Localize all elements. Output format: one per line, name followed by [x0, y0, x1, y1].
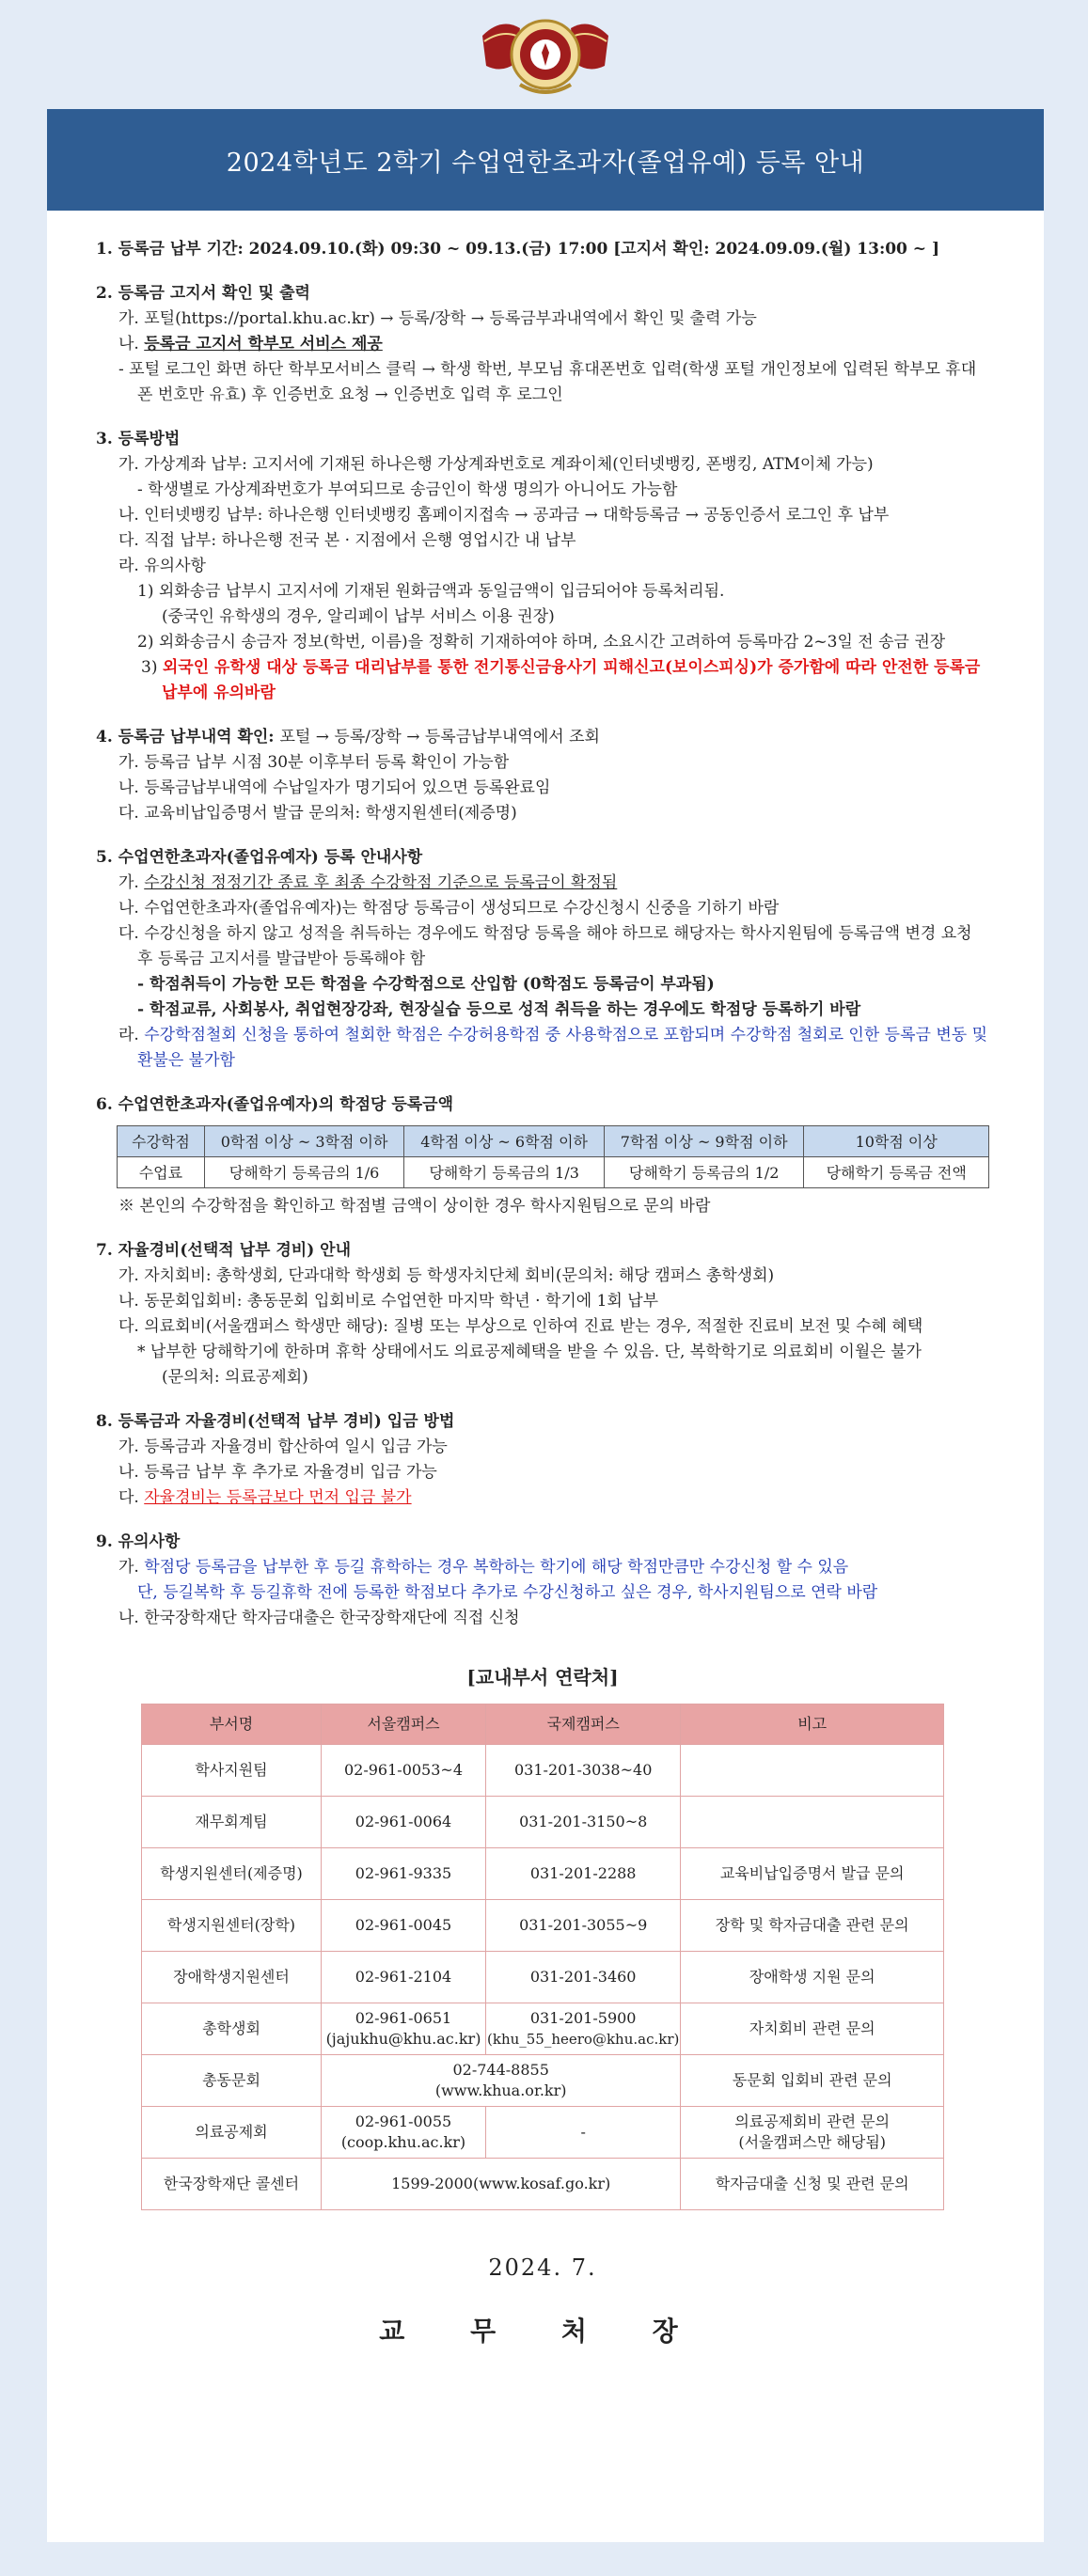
website-text: (coop.khu.ac.kr): [340, 2133, 466, 2151]
table-header-cell: 서울캠퍼스: [322, 1704, 486, 1745]
notice-body: [47, 211, 1044, 2347]
list-note: (문의처: 의료공제회): [162, 1368, 308, 1387]
section-deposit-method: [96, 1409, 989, 1511]
list-note: - 학점교류, 사회봉사, 취업현장강좌, 현장실습 등으로 성적 취득을 하는 경우에도 학점당 등록하기 바람: [137, 1000, 861, 1019]
table-row: [142, 2055, 944, 2107]
table-cell: -: [486, 2107, 681, 2159]
table-cell: 031-201-3150~8: [486, 1797, 681, 1848]
notice-document: [47, 109, 1044, 2542]
table-cell: 학자금대출 신청 및 관련 문의: [681, 2159, 944, 2210]
email-text: (jajukhu@khu.ac.kr): [325, 2030, 481, 2048]
table-cell: 한국장학재단 콜센터: [142, 2159, 322, 2210]
notice-title-banner: [47, 109, 1044, 211]
table-row: [118, 1157, 989, 1188]
table-cell: 교육비납입증명서 발급 문의: [681, 1848, 944, 1900]
table-row: [142, 2003, 944, 2055]
blue-text: 학점당 등록금을 납부한 후 등길 휴학하는 경우 복학하는 학기에 해당 학점만큼만 수강신청 할 수 있음: [144, 1558, 849, 1577]
table-cell: 02-961-0053~4: [322, 1745, 486, 1797]
table-cell: [486, 2003, 681, 2055]
table-cell: [681, 1797, 944, 1848]
table-cell: 총동문회: [142, 2055, 322, 2107]
table-cell: 의료공제회: [142, 2107, 322, 2159]
section-payment-method: [96, 427, 989, 706]
table-cell: 장학 및 학자금대출 관련 문의: [681, 1900, 944, 1952]
fee-table: [117, 1125, 989, 1188]
table-cell: 장애학생 지원 문의: [681, 1952, 944, 2003]
list-item: 가. 자치회비: 총학생회, 단과대학 학생회 등 학생자치단체 회비(문의처: 해당 캠퍼스 총학생회): [118, 1266, 775, 1285]
section-bill-check: [96, 281, 989, 408]
table-cell: 수업료: [118, 1157, 205, 1188]
section-title: 8. 등록금과 자율경비(선택적 납부 경비) 입금 방법: [96, 1412, 455, 1431]
list-note: (중국인 유학생의 경우, 알리페이 납부 서비스 이용 권장): [162, 607, 555, 626]
table-cell: 031-201-2288: [486, 1848, 681, 1900]
table-cell: [681, 1745, 944, 1797]
table-row: [142, 2107, 944, 2159]
table-cell: [322, 2055, 681, 2107]
table-header-cell: 수강학점: [118, 1126, 205, 1157]
phone-text: 02-961-0055: [355, 2113, 452, 2130]
list-item: 나. 등록금 납부 후 추가로 자율경비 입금 가능: [118, 1463, 437, 1482]
table-cell: 02-961-2104: [322, 1952, 486, 2003]
list-item: [96, 1485, 989, 1511]
table-cell: 02-961-0045: [322, 1900, 486, 1952]
item-prefix: 3): [141, 658, 163, 677]
table-cell: 031-201-3055~9: [486, 1900, 681, 1952]
table-cell: 031-201-3038~40: [486, 1745, 681, 1797]
table-header-cell: 비고: [681, 1704, 944, 1745]
item-prefix: 다.: [118, 1488, 145, 1507]
section-optional-fees: [96, 1238, 989, 1390]
warning-text: 외국인 유학생 대상 등록금 대리납부를 통한 전기통신금융사기 피해신고(보이스피싱)가 증가함에 따라 안전한 등록금 납부에 유의바람: [162, 658, 981, 702]
list-item: [96, 1555, 989, 1580]
list-item: 라. 유의사항: [118, 557, 206, 575]
website-text: (www.khua.or.kr): [434, 2081, 567, 2099]
list-item: [96, 332, 989, 357]
table-header-cell: 10학점 이상: [804, 1126, 989, 1157]
table-cell: 당해학기 등록금의 1/6: [204, 1157, 404, 1188]
table-cell: 학사지원팀: [142, 1745, 322, 1797]
section-title: 5. 수업연한초과자(졸업유예자) 등록 안내사항: [96, 848, 423, 867]
table-cell: 당해학기 등록금의 1/2: [604, 1157, 804, 1188]
list-item: 다. 교육비납입증명서 발급 문의처: 학생지원센터(제증명): [118, 804, 517, 823]
item-prefix: 나.: [118, 335, 145, 353]
section-title: 2. 등록금 고지서 확인 및 출력: [96, 284, 310, 303]
section-notes: [96, 1530, 989, 1631]
list-item: 나. 한국장학재단 학자금대출은 한국장학재단에 직접 신청: [118, 1609, 520, 1627]
list-item: 나. 수업연한초과자(졸업유예자)는 학점당 등록금이 생성되므로 수강신청시 신중을 기하기 바람: [118, 899, 780, 918]
list-note: - 학점취득이 가능한 모든 학점을 수강학점으로 산입함 (0학점도 등록금이 부과됨): [137, 975, 715, 994]
list-item: 가. 등록금 납부 시점 30분 이후부터 등록 확인이 가능함: [118, 753, 510, 772]
table-cell: 02-961-0064: [322, 1797, 486, 1848]
item-prefix: 가.: [118, 873, 145, 892]
list-item: 다. 직접 납부: 하나은행 전국 본 · 지점에서 은행 영업시간 내 납부: [118, 531, 576, 550]
list-item: 가. 포털(https://portal.khu.ac.kr) → 등록/장학 → 등록금부과내역에서 확인 및 출력 가능: [118, 309, 757, 328]
email-text: (khu_55_heero@khu.ac.kr): [487, 2031, 680, 2048]
table-row: [142, 1952, 944, 2003]
list-item: [96, 1023, 989, 1074]
table-cell: 장애학생지원센터: [142, 1952, 322, 2003]
underlined-text: 수강신청 정정기간 종료 후 최종 수강학점 기준으로 등록금이 확정됨: [144, 873, 618, 892]
table-cell: 재무회계팀: [142, 1797, 322, 1848]
table-row: [142, 1848, 944, 1900]
section-title-rest: 포털 → 등록/장학 → 등록금납부내역에서 조회: [279, 728, 600, 746]
list-item: 가. 가상계좌 납부: 고지서에 기재된 하나은행 가상계좌번호로 계좌이체(인터넷뱅킹, 폰뱅킹, ATM이체 가능): [118, 455, 874, 474]
table-cell: 총학생회: [142, 2003, 322, 2055]
table-cell: 동문회 입회비 관련 문의: [681, 2055, 944, 2107]
item-prefix: 가.: [118, 1558, 145, 1577]
item-prefix: 라.: [118, 1026, 145, 1045]
table-header-cell: 국제캠퍼스: [486, 1704, 681, 1745]
table-row: [142, 1745, 944, 1797]
phone-text: 02-961-0651: [355, 2009, 452, 2027]
list-item: [96, 871, 989, 896]
table-row: [142, 1900, 944, 1952]
list-item: 다. 수강신청을 하지 않고 성적을 취득하는 경우에도 학점당 등록을 해야 하므로 해당자는 학사지원팀에 등록금액 변경 요청 후 등록금 고지서를 발급받아 등록해야 함: [118, 924, 972, 968]
list-item: 가. 등록금과 자율경비 합산하여 일시 입금 가능: [118, 1437, 448, 1456]
table-note: ※ 본인의 수강학점을 확인하고 학점별 금액이 상이한 경우 학사지원팀으로 문의 바람: [118, 1197, 711, 1216]
list-note: - 포털 로그인 화면 하단 학부모서비스 클릭 → 학생 학번, 부모님 휴대폰번호 입력(학생 포털 개인정보에 입력된 학부모 휴대폰 번호만 유효) 후 인증번호 요청 → 인증번호 입력 후 로그인: [118, 360, 977, 404]
table-cell: [322, 2107, 486, 2159]
table-header-cell: 7학점 이상 ~ 9학점 이하: [604, 1126, 804, 1157]
issuer-signature: 교 무 처 장: [379, 2316, 706, 2347]
table-header-cell: 4학점 이상 ~ 6학점 이하: [404, 1126, 605, 1157]
section-deferral-guide: [96, 845, 989, 1074]
table-cell: [322, 2003, 486, 2055]
table-cell: [681, 2107, 944, 2159]
section-payment-history: [96, 725, 989, 826]
contacts-table: [141, 1704, 944, 2210]
list-item: 나. 등록금납부내역에 수납일자가 명기되어 있으면 등록완료임: [118, 778, 551, 797]
table-header-row: [142, 1704, 944, 1745]
list-subitem-warning: [96, 655, 989, 706]
notice-date: 2024. 7.: [488, 2254, 597, 2281]
section-payment-period: 1. 등록금 납부 기간: 2024.09.10.(화) 09:30 ~ 09.13.(금) 17:00 [고지서 확인: 2024.09.09.(월) 13:00 ~ ]: [96, 240, 940, 259]
table-cell: 자치회비 관련 문의: [681, 2003, 944, 2055]
table-cell: 당해학기 등록금의 1/3: [404, 1157, 605, 1188]
notice-title: 2024학년도 2학기 수업연한초과자(졸업유예) 등록 안내: [226, 148, 865, 178]
university-emblem-icon: [473, 8, 618, 102]
table-cell: 031-201-3460: [486, 1952, 681, 2003]
list-note: * 납부한 당해학기에 한하며 휴학 상태에서도 의료공제혜택을 받을 수 있음. 단, 복학학기로 의료회비 이월은 불가: [137, 1343, 922, 1361]
list-item: 나. 인터넷뱅킹 납부: 하나은행 인터넷뱅킹 홈페이지접속 → 공과금 → 대학등록금 → 공동인증서 로그인 후 납부: [118, 506, 890, 525]
parent-service-link: 등록금 고지서 학부모 서비스 제공: [144, 335, 383, 353]
blue-text: 수강학점철회 신청을 통하여 철회한 학점은 수강허용학점 중 사용학점으로 포함되며 수강학점 철회로 인한 등록금 변동 및 환불은 불가함: [137, 1026, 987, 1070]
note-text: 의료공제회비 관련 문의: [734, 2113, 891, 2130]
table-row: [142, 1797, 944, 1848]
table-cell: 1599-2000(www.kosaf.go.kr): [322, 2159, 681, 2210]
list-subitem: 1) 외화송금 납부시 고지서에 기재된 원화금액과 동일금액이 입금되어야 등록처리됨.: [137, 582, 725, 601]
contacts-title: [교내부서 연락처]: [466, 1666, 619, 1689]
phone-text: 02-744-8855: [452, 2061, 549, 2079]
header-emblem-area: [0, 0, 1088, 105]
table-cell: 당해학기 등록금 전액: [804, 1157, 989, 1188]
section-title: 4. 등록금 납부내역 확인:: [96, 728, 280, 746]
note-text: (서울캠퍼스만 해당됨): [738, 2133, 887, 2151]
table-header-cell: 0학점 이상 ~ 3학점 이하: [204, 1126, 404, 1157]
table-cell: 학생지원센터(장학): [142, 1900, 322, 1952]
phone-text: 031-201-5900: [529, 2009, 637, 2027]
list-item: 다. 의료회비(서울캠퍼스 학생만 해당): 질병 또는 부상으로 인하여 진료 받는 경우, 적절한 진료비 보전 및 수혜 혜택: [118, 1317, 923, 1336]
table-header-row: [118, 1126, 989, 1157]
list-note: - 학생별로 가상계좌번호가 부여되므로 송금인이 학생 명의가 아니어도 가능함: [137, 480, 678, 499]
section-title: 3. 등록방법: [96, 430, 181, 448]
list-subitem: 2) 외화송금시 송금자 정보(학번, 이름)을 정확히 기재하여야 하며, 소요시간 고려하여 등록마감 2~3일 전 송금 권장: [137, 633, 946, 652]
table-cell: 학생지원센터(제증명): [142, 1848, 322, 1900]
warning-text: 자율경비는 등록금보다 먼저 입금 불가: [144, 1488, 412, 1507]
section-title: 9. 유의사항: [96, 1532, 181, 1551]
list-item: 나. 동문회입회비: 총동문회 입회비로 수업연한 마지막 학년 · 학기에 1회 납부: [118, 1292, 659, 1311]
blue-text: 단, 등길복학 후 등길휴학 전에 등록한 학점보다 추가로 수강신청하고 싶은 경우, 학사지원팀으로 연락 바람: [137, 1583, 878, 1602]
section-fee-per-credit: [96, 1092, 989, 1219]
section-title: 7. 자율경비(선택적 납부 경비) 안내: [96, 1241, 351, 1260]
section-title-line: [96, 725, 989, 750]
table-header-cell: 부서명: [142, 1704, 322, 1745]
table-row: [142, 2159, 944, 2210]
table-cell: 02-961-9335: [322, 1848, 486, 1900]
section-title: 6. 수업연한초과자(졸업유예자)의 학점당 등록금액: [96, 1095, 454, 1114]
